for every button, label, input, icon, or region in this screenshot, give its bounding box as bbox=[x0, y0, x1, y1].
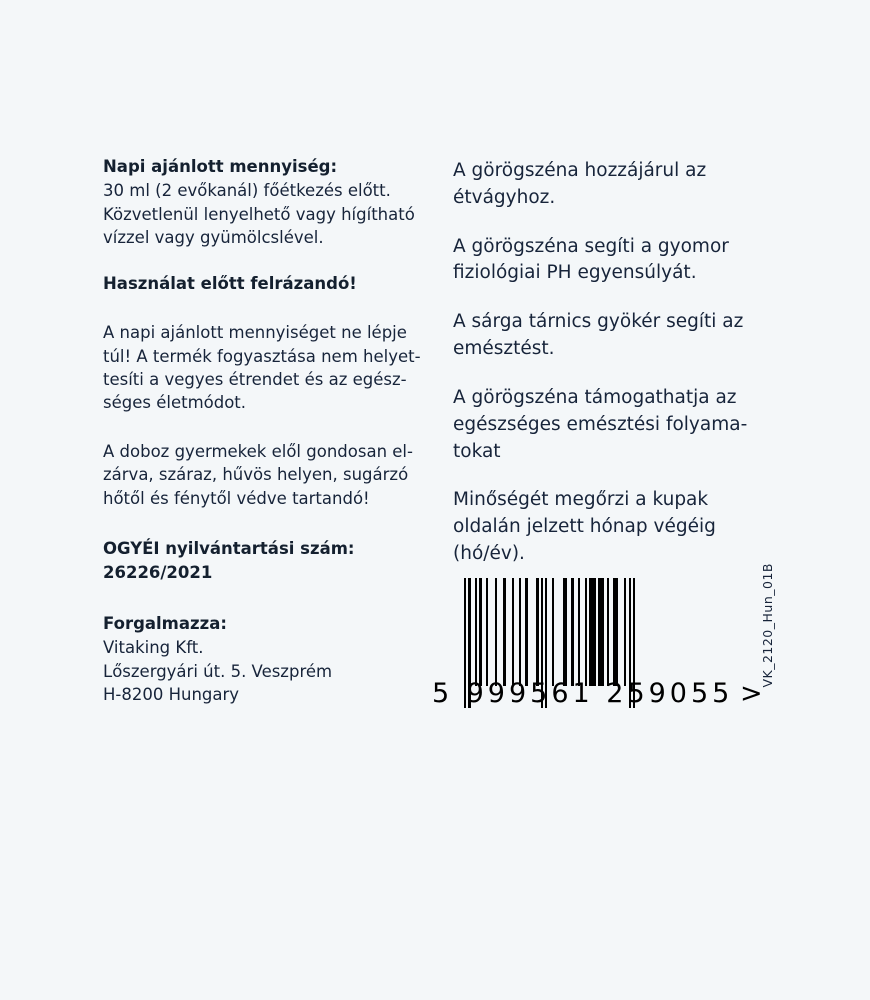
registration-number: 26226/2021 bbox=[103, 563, 213, 583]
claim-3-line-1: A sárga tárnics gyökér segíti az bbox=[453, 311, 744, 333]
health-claim bbox=[453, 158, 783, 212]
storage-line-1: A doboz gyermekek elől gondosan el- bbox=[103, 441, 413, 461]
registration-block bbox=[103, 537, 433, 585]
warning-line-3: tesíti a vegyes étrendet és az egész- bbox=[103, 369, 407, 389]
distributor-heading: Forgalmazza: bbox=[103, 613, 227, 633]
barcode-main-digits: 999561 259055 bbox=[466, 678, 734, 709]
distributor-line-3: H-8200 Hungary bbox=[103, 685, 240, 705]
barcode-first-digit: 5 bbox=[432, 678, 451, 709]
registration-heading: OGYÉI nyilvántartási szám: bbox=[103, 539, 355, 559]
claim-4-line-1: A görögszéna támogathatja az bbox=[453, 386, 737, 408]
dosage-line-2: Közvetlenül lenyelhető vagy hígítható bbox=[103, 204, 415, 224]
barcode-bar bbox=[506, 578, 513, 686]
health-claim bbox=[453, 309, 783, 363]
warning-line-4: séges életmódot. bbox=[103, 393, 247, 413]
left-text-column bbox=[103, 155, 433, 707]
claim-3-line-2: emésztést. bbox=[453, 338, 555, 360]
dosage-line-3: vízzel vagy gyümölcslével. bbox=[103, 228, 324, 248]
claim-5-line-1: Minőségét megőrzi a kupak bbox=[453, 489, 709, 511]
barcode-bar bbox=[554, 578, 563, 686]
warning-line-2: túl! A termék fogyasztása nem helyet- bbox=[103, 346, 421, 366]
artwork-code: VK_2120_Hun_01B bbox=[760, 563, 775, 688]
distributor-line-1: Vitaking Kft. bbox=[103, 638, 204, 658]
barcode-bar bbox=[589, 578, 596, 686]
right-claims-column bbox=[453, 158, 783, 568]
barcode-bar bbox=[497, 578, 504, 686]
dosage-block bbox=[103, 155, 433, 250]
dosage-text bbox=[103, 179, 433, 249]
dosage-heading: Napi ajánlott mennyiség: bbox=[103, 157, 338, 176]
distributor-block bbox=[103, 612, 433, 707]
claim-4-line-3: tokat bbox=[453, 440, 501, 462]
barcode-bar bbox=[618, 578, 625, 686]
claim-5-line-3: (hó/év). bbox=[453, 542, 525, 564]
distributor-line-2: Lőszergyári út. 5. Veszprém bbox=[103, 661, 333, 681]
barcode-bar bbox=[488, 578, 495, 686]
barcode-digits bbox=[432, 678, 762, 709]
claim-1-line-2: étvágyhoz. bbox=[453, 186, 556, 208]
best-before-note bbox=[453, 487, 783, 567]
warning-text bbox=[103, 321, 433, 415]
distributor-text bbox=[103, 636, 433, 706]
health-claim bbox=[453, 385, 783, 465]
barcode-bar bbox=[528, 578, 537, 686]
storage-line-2: zárva, száraz, hűvös helyen, sugárzó bbox=[103, 465, 409, 485]
shake-notice-block bbox=[103, 272, 433, 295]
claim-4-line-2: egészséges emésztési folyama- bbox=[453, 413, 748, 435]
barcode bbox=[432, 578, 777, 728]
barcode-bars bbox=[464, 578, 754, 686]
claim-5-line-2: oldalán jelzett hónap végéig bbox=[453, 516, 716, 538]
dosage-line-1: 30 ml (2 evőkanál) főétkezés előtt. bbox=[103, 181, 391, 201]
storage-text bbox=[103, 440, 433, 510]
claim-2-line-2: fiziológiai PH egyensúlyát. bbox=[453, 262, 697, 284]
health-claim bbox=[453, 234, 783, 288]
warning-block bbox=[103, 321, 433, 415]
claim-2-line-1: A görögszéna segíti a gyomor bbox=[453, 235, 729, 257]
barcode-bar bbox=[598, 578, 605, 686]
warning-line-1: A napi ajánlott mennyiséget ne lépje bbox=[103, 323, 407, 343]
barcode-end-symbol: > bbox=[740, 678, 764, 709]
storage-line-3: hőtől és fénytől védve tartandó! bbox=[103, 488, 370, 508]
shake-notice: Használat előtt felrázandó! bbox=[103, 273, 357, 293]
storage-block bbox=[103, 440, 433, 510]
claim-1-line-1: A görögszéna hozzájárul az bbox=[453, 160, 707, 181]
